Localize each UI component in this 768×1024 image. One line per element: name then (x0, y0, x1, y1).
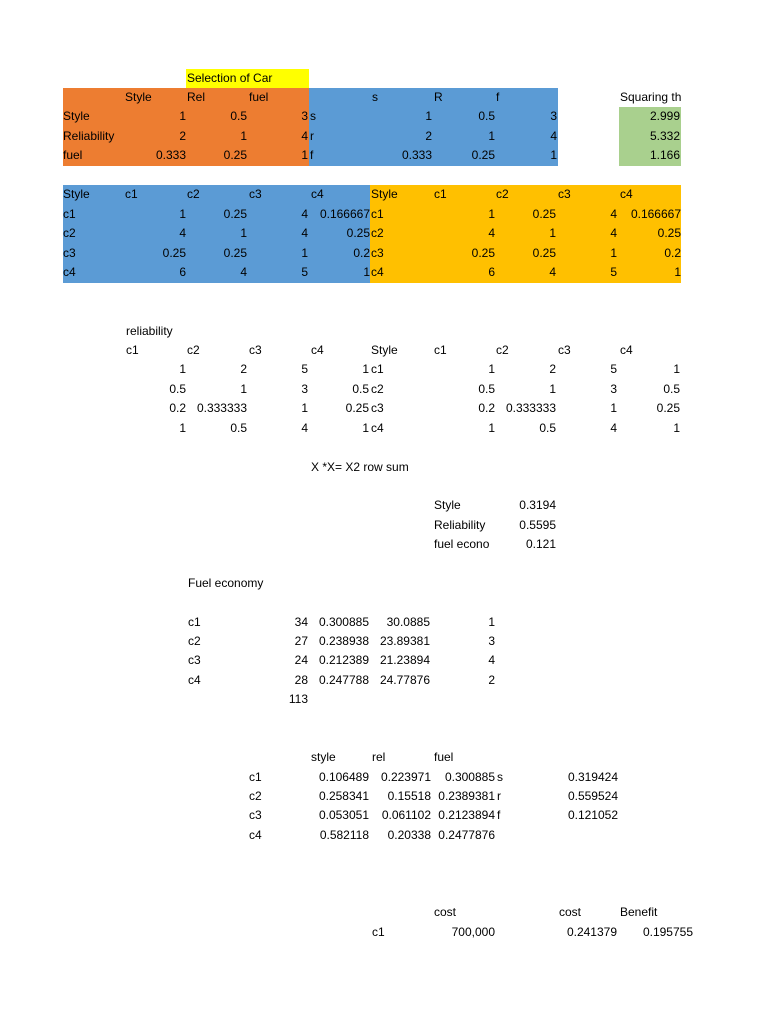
reliability-cell: 3 (301, 382, 308, 396)
summary-cell: 0.053051 (318, 808, 369, 822)
weight-label: Reliability (434, 518, 486, 532)
style-a-header: c4 (311, 187, 324, 201)
reliability-cell: 1 (362, 362, 369, 376)
style-a-row-label: c1 (63, 207, 76, 221)
criteria-b-row-label: f (310, 148, 314, 162)
summary-weight-label: r (497, 789, 501, 803)
style-b-cell: 0.2 (664, 246, 681, 260)
summary-header: style (311, 750, 336, 764)
reliability-cell: 1 (179, 421, 186, 435)
fuel-mpg: 24 (294, 653, 308, 667)
reliability-b-cell: 0.333333 (505, 401, 556, 415)
squaring-value: 2.999 (649, 109, 680, 123)
reliability-b-header: c3 (558, 343, 571, 357)
criteria-b-cell: 3 (550, 109, 557, 123)
style-a-row-label: c4 (63, 265, 76, 279)
fuel-row-label: c4 (188, 673, 201, 687)
style-a-cell: 5 (301, 265, 308, 279)
criteria-row-label: Style (63, 109, 90, 123)
criteria-header-style: Style (125, 90, 152, 104)
fuel-row-label: c1 (188, 615, 201, 629)
fuel-norm: 0.300885 (318, 615, 369, 629)
style-b-row-label: c3 (371, 246, 384, 260)
summary-row-label: c4 (249, 828, 262, 842)
reliability-b-cell: 0.5 (478, 382, 495, 396)
reliability-cell: 0.5 (169, 382, 186, 396)
reliability-b-row-label: c2 (371, 382, 384, 396)
squaring-label: Squaring th (620, 90, 681, 104)
style-b-row-label: c4 (371, 265, 384, 279)
page-title: Selection of Car (187, 71, 273, 85)
reliability-b-header: c4 (620, 343, 633, 357)
summary-cell: 0.15518 (387, 789, 431, 803)
style-b-cell: 4 (488, 226, 495, 240)
reliability-header: c4 (311, 343, 324, 357)
reliability-cell: 0.25 (345, 401, 369, 415)
criteria-b-cell: 4 (550, 129, 557, 143)
style-a-cell: 4 (240, 265, 247, 279)
style-b-cell: 0.166667 (630, 207, 681, 221)
summary-weight-label: f (497, 808, 501, 822)
reliability-b-header: c1 (434, 343, 447, 357)
style-b-cell: 1 (488, 207, 495, 221)
cost-norm-value: 0.241379 (566, 925, 617, 939)
summary-header: fuel (434, 750, 454, 764)
criteria-row-label: Reliability (63, 129, 115, 143)
reliability-cell: 0.5 (352, 382, 369, 396)
criteria-cell: 2 (179, 129, 186, 143)
benefit-header: Benefit (620, 905, 658, 919)
weight-value: 0.3194 (519, 498, 556, 512)
weight-value: 0.5595 (519, 518, 556, 532)
fuel-mpg: 34 (294, 615, 308, 629)
style-a-header: Style (63, 187, 90, 201)
reliability-b-cell: 3 (610, 382, 617, 396)
reliability-title: reliability (126, 324, 173, 338)
criteria-b-cell: 0.333 (401, 148, 432, 162)
reliability-b-cell: 0.5 (539, 421, 556, 435)
reliability-b-cell: 0.25 (656, 401, 680, 415)
fuel-norm: 0.247788 (318, 673, 369, 687)
style-b-cell: 1 (674, 265, 681, 279)
style-a-header: c2 (187, 187, 200, 201)
summary-cell: 0.2123894 (438, 808, 495, 822)
fuel-rank: 3 (488, 634, 495, 648)
style-a-cell: 4 (301, 207, 308, 221)
criteria-b-header-s: s (372, 90, 378, 104)
reliability-cell: 1 (301, 401, 308, 415)
criteria-b-cell: 1 (425, 109, 432, 123)
formula-note: X *X= X2 row sum (311, 460, 409, 474)
reliability-b-cell: 1 (673, 362, 680, 376)
criteria-b-cell: 0.5 (478, 109, 495, 123)
cost-header: cost (434, 905, 457, 919)
criteria-b-cell: 2 (425, 129, 432, 143)
reliability-b-cell: 1 (673, 421, 680, 435)
fuel-economy-title: Fuel economy (188, 576, 264, 590)
reliability-cell: 0.5 (230, 421, 247, 435)
criteria-cell: 1 (179, 109, 186, 123)
style-a-cell: 1 (179, 207, 186, 221)
style-a-cell: 0.25 (346, 226, 370, 240)
summary-weight-label: s (497, 770, 503, 784)
benefit-value: 0.195755 (642, 925, 693, 939)
reliability-b-row-label: c3 (371, 401, 384, 415)
squaring-value: 1.166 (649, 148, 680, 162)
reliability-cell: 5 (301, 362, 308, 376)
summary-cell: 0.258341 (318, 789, 369, 803)
reliability-b-cell: 1 (610, 401, 617, 415)
reliability-header: c2 (187, 343, 200, 357)
style-b-cell: 4 (610, 226, 617, 240)
criteria-b-cell: 0.25 (471, 148, 495, 162)
fuel-pct: 30.0885 (386, 615, 430, 629)
criteria-cell: 0.5 (230, 109, 247, 123)
fuel-mpg: 28 (294, 673, 308, 687)
criteria-cell: 0.25 (223, 148, 247, 162)
squaring-value: 5.332 (649, 129, 680, 143)
summary-cell: 0.582118 (319, 828, 369, 842)
style-a-cell: 0.25 (223, 207, 247, 221)
style-b-cell: 0.25 (532, 246, 556, 260)
style-a-cell: 1 (363, 265, 370, 279)
reliability-b-cell: 1 (549, 382, 556, 396)
fuel-norm: 0.212389 (318, 653, 369, 667)
criteria-b-row-label: s (310, 109, 316, 123)
fuel-rank: 2 (488, 673, 495, 687)
summary-row-label: c1 (249, 770, 262, 784)
summary-row-label: c2 (249, 789, 262, 803)
fuel-pct: 23.89381 (379, 634, 430, 648)
style-b-cell: 1 (610, 246, 617, 260)
reliability-b-header: c2 (496, 343, 509, 357)
reliability-b-row-label: c1 (371, 362, 384, 376)
style-b-header: c3 (558, 187, 571, 201)
style-b-cell: 0.25 (471, 246, 495, 260)
weight-value: 0.121 (525, 537, 556, 551)
style-a-header: c1 (125, 187, 138, 201)
style-a-cell: 1 (240, 226, 247, 240)
style-b-header: c4 (620, 187, 633, 201)
reliability-cell: 4 (301, 421, 308, 435)
summary-cell: 0.20338 (387, 828, 431, 842)
summary-cell: 0.2477876 (438, 828, 495, 842)
style-b-header: Style (371, 187, 398, 201)
fuel-rank: 1 (488, 615, 495, 629)
reliability-b-cell: 1 (488, 362, 495, 376)
criteria-cell: 3 (301, 109, 308, 123)
reliability-b-cell: 1 (488, 421, 495, 435)
style-b-cell: 5 (610, 265, 617, 279)
criteria-header-fuel: fuel (249, 90, 269, 104)
summary-header: rel (372, 750, 386, 764)
reliability-b-row-label: c4 (371, 421, 384, 435)
reliability-b-cell: 0.2 (478, 401, 495, 415)
fuel-rank: 4 (488, 653, 495, 667)
reliability-cell: 0.333333 (196, 401, 247, 415)
reliability-cell: 1 (179, 362, 186, 376)
criteria-cell: 0.333 (155, 148, 186, 162)
style-b-cell: 6 (488, 265, 495, 279)
fuel-pct: 24.77876 (379, 673, 430, 687)
fuel-total: 113 (288, 692, 308, 706)
style-b-header: c2 (496, 187, 509, 201)
reliability-b-cell: 4 (610, 421, 617, 435)
summary-cell: 0.223971 (380, 770, 431, 784)
reliability-cell: 2 (240, 362, 247, 376)
style-a-cell: 0.166667 (319, 207, 370, 221)
criteria-b-cell: 1 (550, 148, 557, 162)
criteria-cell: 1 (240, 129, 247, 143)
style-a-cell: 0.25 (223, 246, 247, 260)
style-b-cell: 0.25 (657, 226, 681, 240)
summary-cell: 0.2389381 (438, 789, 495, 803)
style-a-cell: 0.25 (162, 246, 186, 260)
style-b-row-label: c1 (371, 207, 384, 221)
reliability-cell: 1 (240, 382, 247, 396)
style-a-cell: 6 (179, 265, 186, 279)
summary-weight-value: 0.121052 (567, 808, 618, 822)
summary-weight-value: 0.319424 (567, 770, 618, 784)
reliability-b-cell: 2 (549, 362, 556, 376)
cost-norm-header: cost (559, 905, 582, 919)
cost-row-label: c1 (372, 925, 385, 939)
reliability-b-header: Style (371, 343, 398, 357)
summary-cell: 0.300885 (444, 770, 495, 784)
fuel-row-label: c2 (188, 634, 201, 648)
style-b-cell: 4 (549, 265, 556, 279)
criteria-row-label: fuel (63, 148, 83, 162)
weight-label: Style (434, 498, 461, 512)
criteria-b-header-r: R (434, 90, 443, 104)
style-b-cell: 1 (549, 226, 556, 240)
style-a-cell: 0.2 (353, 246, 370, 260)
style-a-cell: 4 (179, 226, 186, 240)
criteria-cell: 4 (301, 129, 308, 143)
reliability-cell: 1 (362, 421, 369, 435)
style-a-row-label: c2 (63, 226, 76, 240)
reliability-header: c1 (126, 343, 139, 357)
reliability-b-cell: 0.5 (663, 382, 680, 396)
style-b-cell: 4 (610, 207, 617, 221)
reliability-header: c3 (249, 343, 262, 357)
style-a-cell: 4 (301, 226, 308, 240)
style-b-cell: 0.25 (532, 207, 556, 221)
cost-value: 700,000 (451, 925, 495, 939)
summary-row-label: c3 (249, 808, 262, 822)
style-a-row-label: c3 (63, 246, 76, 260)
weight-label: fuel econo (434, 537, 490, 551)
style-b-header: c1 (434, 187, 447, 201)
summary-weight-value: 0.559524 (567, 789, 618, 803)
style-a-header: c3 (249, 187, 262, 201)
style-b-row-label: c2 (371, 226, 384, 240)
fuel-row-label: c3 (188, 653, 201, 667)
style-a-cell: 1 (301, 246, 308, 260)
reliability-b-cell: 5 (610, 362, 617, 376)
criteria-cell: 1 (301, 148, 308, 162)
criteria-header-rel: Rel (187, 90, 206, 104)
criteria-b-cell: 1 (488, 129, 495, 143)
fuel-norm: 0.238938 (318, 634, 369, 648)
reliability-cell: 0.2 (169, 401, 186, 415)
fuel-mpg: 27 (294, 634, 308, 648)
summary-cell: 0.106489 (318, 770, 369, 784)
fuel-pct: 21.23894 (379, 653, 430, 667)
criteria-b-row-label: r (310, 129, 314, 143)
summary-cell: 0.061102 (381, 808, 431, 822)
criteria-b-header-f: f (496, 90, 500, 104)
